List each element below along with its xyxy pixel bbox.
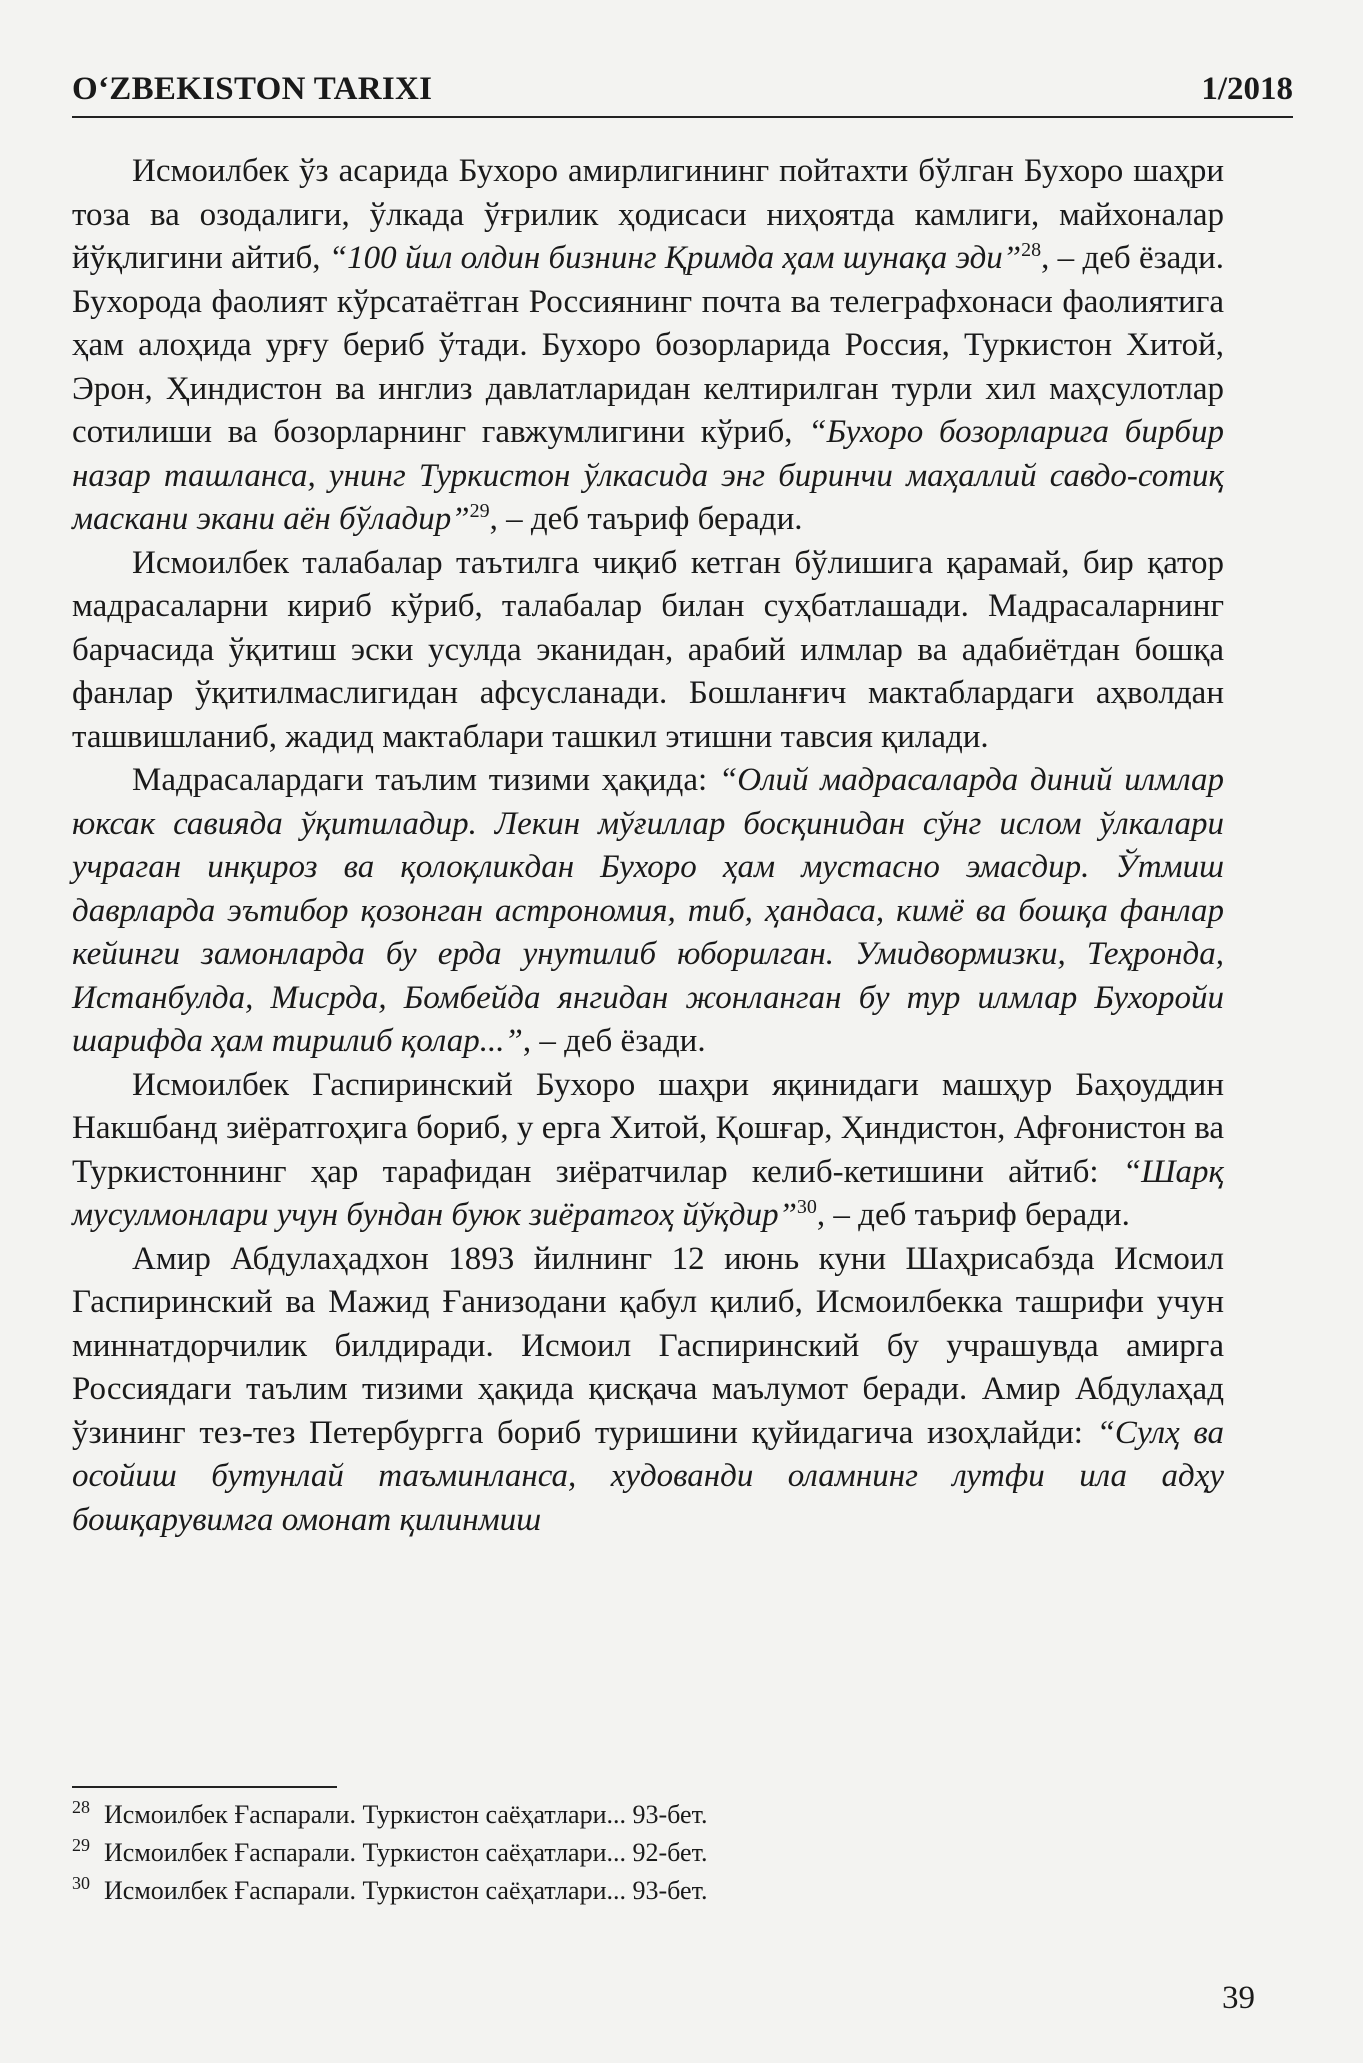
paragraph-text: , – деб ёзади. [522, 1023, 706, 1059]
footnotes [72, 1796, 1224, 1910]
quoted-text: “Бухоро бозорларига бирбир назар ташланса, унинг Туркистон ўлкасида энг биринчи маҳаллий савдо-сотиқ маскани экани аён бўладир” [72, 414, 1224, 537]
footnote-separator [72, 1786, 337, 1788]
footnote-number: 29 [72, 1835, 90, 1856]
quoted-text: “Шарқ мусулмонлари учун бундан буюк зиёратгоҳ йўқдир” [72, 1153, 1224, 1233]
issue-number: 1/2018 [1201, 71, 1293, 107]
journal-title: O‘ZBEKISTON TARIXI [72, 71, 433, 107]
paragraph-text: Исмоилбек ўз асарида Бухоро амирлигининг пойтахти бўлган Бухоро шаҳри тоза ва озодалиги, ўлкада ўғрилик ҳодисаси ниҳоятда камлиги, майхоналар йўқлигини айтиб, [72, 153, 1224, 276]
body-paragraph [72, 1238, 1224, 1543]
body-paragraph [72, 150, 1224, 542]
body-paragraph [72, 759, 1224, 1064]
footnote [72, 1872, 1224, 1910]
footnote-number: 30 [72, 1873, 90, 1894]
paragraph-text: Мадрасалардаги таълим тизими ҳақида: [132, 762, 719, 798]
footnote-reference: 29 [469, 500, 490, 522]
footnote-number: 28 [72, 1797, 90, 1818]
running-header [72, 60, 1293, 118]
paragraph-text: Амир Абдулаҳадхон 1893 йилнинг 12 июнь куни Шаҳрисабзда Исмоил Гаспиринский ва Мажид Ғанизодани қабул қилиб, Исмоилбекка ташрифи учун миннатдорчилик билдиради. Исмоил Гаспиринский бу учрашувда амирга Россиядаги таълим тизими ҳақида қисқача маълумот беради. Амир Абдулаҳад ўзининг тез-тез Петербургга бориб туришини қуйидагича изоҳлайди: [72, 1240, 1224, 1451]
quoted-text: “Сулҳ ва осойиш бутунлай таъминланса, худованди оламнинг лутфи ила адҳу бошқарувимга омонат қилинмиш [72, 1414, 1225, 1538]
page-number: 39 [1222, 1980, 1255, 2016]
article-body [72, 150, 1224, 1542]
body-paragraph [72, 1064, 1224, 1238]
quoted-text: “100 йил олдин бизнинг Қримда ҳам шунақа эди” [328, 240, 1022, 276]
footnote [72, 1834, 1224, 1872]
paragraph-text: , – деб ёзади. Бухорода фаолият кўрсатаётган Россиянинг почта ва телеграфхонаси фаолиятига ҳам алоҳида урғу бериб ўтади. Бухоро бозорларида Россия, Туркистон Хитой, Эрон, Ҳиндистон ва инглиз давлатларидан келтирилган турли хил маҳсулотлар сотилиши ва бозорларнинг гавжумлигини кўриб, [72, 240, 1224, 450]
paragraph-text: Исмоилбек Гаспиринский Бухоро шаҳри яқинидаги машҳур Баҳоуддин Накшбанд зиёратгоҳига бориб, у ерга Хитой, Қошғар, Ҳиндистон, Афғонистон ва Туркистоннинг ҳар тарафидан зиёратчилар келиб-кетишини айтиб: [72, 1066, 1224, 1190]
footnote-reference: 28 [1021, 239, 1042, 261]
footnote-text: Исмоилбек Ғаспарали. Туркистон саёҳатлари... 92-бет. [104, 1838, 708, 1867]
paragraph-text: , – деб таъриф беради. [489, 501, 803, 537]
footnote-text: Исмоилбек Ғаспарали. Туркистон саёҳатлари... 93-бет. [104, 1876, 708, 1905]
footnote [72, 1796, 1224, 1834]
paragraph-text: Исмоилбек талабалар таътилга чиқиб кетган бўлишига қарамай, бир қатор мадрасаларни кириб кўриб, талабалар билан суҳбатлашади. Мадрасаларнинг барчасида ўқитиш эски усулда эканидан, арабий илмлар ва адабиётдан бошқа фанлар ўқитилмаслигидан афсусланади. Бошланғич мактаблардаги аҳволдан ташвишланиб, жадид мактаблари ташкил этишни тавсия қилади. [72, 544, 1224, 755]
quoted-text: “Олий мадрасаларда диний илмлар юксак савияда ўқитиладир. Лекин мўғиллар босқинидан сўнг ислом ўлкалари учраган инқироз ва қолоқликдан Бухоро ҳам мустасно эмасдир. Ўтмиш даврларда эътибор қозонган астрономия, тиб, ҳандаса, кимё ва бошқа фанлар кейинги замонларда бу ерда унутилиб юборилган. Умидвормизки, Теҳронда, Истанбулда, Мисрда, Бомбейда янгидан жонланган бу тур илмлар Бухоройи шарифда ҳам тирилиб қолар...” [72, 762, 1224, 1059]
footnote-reference: 30 [796, 1196, 817, 1218]
paragraph-text: , – деб таъриф беради. [816, 1197, 1130, 1233]
body-paragraph [72, 542, 1224, 760]
footnote-text: Исмоилбек Ғаспарали. Туркистон саёҳатлари... 93-бет. [104, 1800, 708, 1829]
